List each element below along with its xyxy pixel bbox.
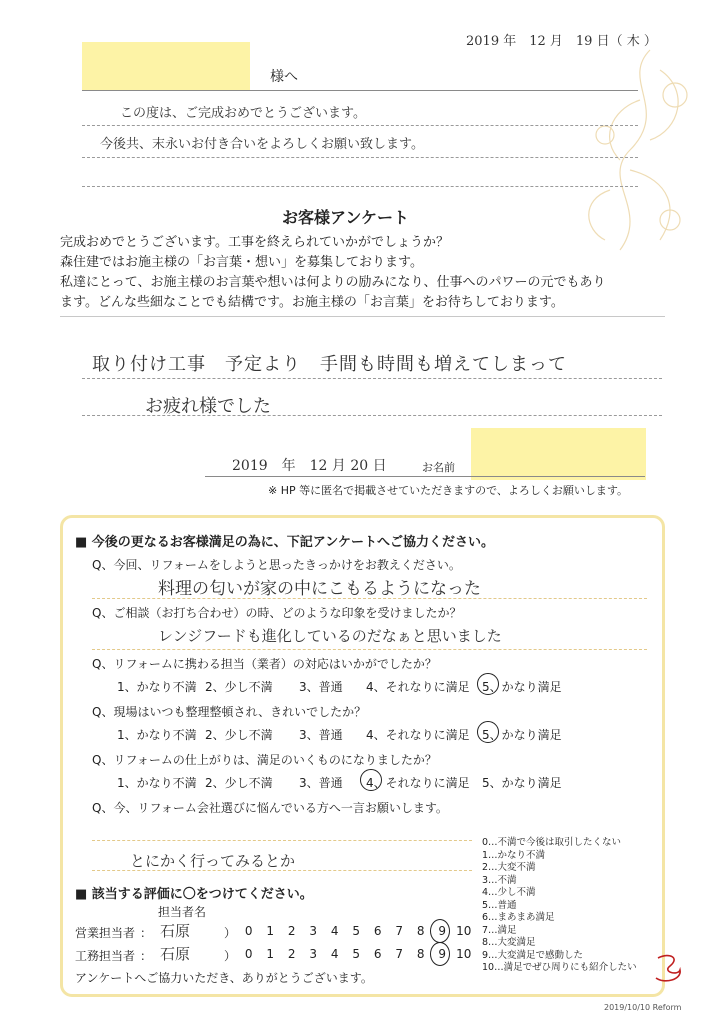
- bracket: ）: [224, 949, 237, 963]
- rating-9[interactable]: 9: [438, 924, 447, 938]
- thanks-text: アンケートへご協力いただき、ありがとうございます。: [75, 971, 373, 985]
- legend-item: 8…大変満足: [482, 937, 536, 948]
- colon: ：: [140, 949, 153, 963]
- q5-option-3[interactable]: 3、普通: [299, 776, 343, 790]
- q5-option-2[interactable]: 2、少し不満: [205, 776, 273, 790]
- rating-1[interactable]: 1: [266, 947, 275, 961]
- staff-role-construction: 工務担当者: [75, 949, 136, 963]
- legend-item: 6…まあまあ満足: [482, 912, 555, 923]
- rating-2[interactable]: 2: [287, 924, 296, 938]
- staff-name-construction: 石原: [160, 945, 191, 963]
- intro-line: 完成おめでとうございます。工事を終えられていかがでしょうか？: [60, 235, 449, 250]
- legend-item: 10…満足でぜひ周りにも紹介したい: [482, 962, 637, 973]
- question-2: Q、ご相談（お打ち合わせ）の時、どのような印象を受けましたか？: [92, 606, 462, 620]
- answer-6: とにかく行ってみるとか: [130, 852, 296, 870]
- legend-item: 9…大変満足で感動した: [482, 949, 584, 961]
- rating-9[interactable]: 9: [438, 947, 447, 961]
- question-1: Q、今回、リフォームをしようと思ったきっかけをお教えください。: [92, 558, 461, 572]
- q5-option-5[interactable]: 5、かなり満足: [482, 776, 562, 790]
- comment-line-2: お疲れ様でした: [145, 396, 271, 417]
- q5-option-1[interactable]: 1、かなり不満: [117, 776, 197, 790]
- q5-option-4[interactable]: 4、それなりに満足: [366, 776, 470, 790]
- construction-selected-circle: [430, 942, 450, 966]
- q3-selected-circle: [477, 673, 499, 695]
- staff-header: 担当者名: [158, 905, 207, 919]
- rating-8[interactable]: 8: [416, 947, 425, 961]
- q3-option-1[interactable]: 1、かなり不満: [117, 680, 197, 694]
- answer-2: レンジフードも進化しているのだなぁと思いました: [158, 627, 502, 645]
- q4-option-5[interactable]: 5、かなり満足: [482, 728, 562, 742]
- rating-1[interactable]: 1: [266, 924, 275, 938]
- rating-7[interactable]: 7: [395, 947, 404, 961]
- recipient-suffix: 様へ: [270, 69, 298, 85]
- name-label: お名前: [422, 461, 455, 474]
- q4-option-3[interactable]: 3、普通: [299, 728, 343, 742]
- question-4: Q、現場はいつも整理整頓され、きれいでしたか？: [92, 705, 367, 719]
- q5-selected-circle: [360, 769, 382, 791]
- question-6: Q、今、リフォーム会社選びに悩んでいる方へ一言お願いします。: [92, 801, 448, 815]
- hp-note: ※ HP 等に匿名で掲載させていただきますので、よろしくお願いします。: [268, 484, 629, 497]
- rating-4[interactable]: 4: [330, 947, 339, 961]
- message-line-2: 今後共、末永いお付き合いをよろしくお願い致します。: [100, 137, 424, 152]
- intro-line: 私達にとって、お施主様のお言葉や想いは何よりの励みになり、仕事へのパワーの元でもあり: [60, 275, 606, 290]
- rating-8[interactable]: 8: [416, 924, 425, 938]
- q4-selected-circle: [477, 721, 499, 743]
- legend-item: 3…不満: [482, 874, 517, 886]
- bracket: ）: [224, 926, 237, 940]
- colon: ：: [140, 926, 153, 940]
- q3-option-2[interactable]: 2、少し不満: [205, 680, 273, 694]
- legend-item: 5…普通: [482, 899, 517, 911]
- staff-name-sales: 石原: [160, 922, 191, 940]
- section-2-title: ■ 該当する評価に〇をつけてください。: [75, 887, 313, 902]
- message-line-1: この度は、ご完成おめでとうございます。: [120, 106, 366, 121]
- q3-option-4[interactable]: 4、それなりに満足: [366, 680, 470, 694]
- rating-6[interactable]: 6: [373, 947, 382, 961]
- rating-7[interactable]: 7: [395, 924, 404, 938]
- rating-5[interactable]: 5: [352, 947, 361, 961]
- handwritten-mark-icon: [650, 950, 690, 986]
- sign-date: 2019 年 12 月 20 日: [232, 458, 387, 474]
- rating-0[interactable]: 0: [244, 924, 253, 938]
- q4-option-4[interactable]: 4、それなりに満足: [366, 728, 470, 742]
- legend-item: 4…少し不満: [482, 887, 536, 898]
- sales-selected-circle: [430, 919, 450, 943]
- legend-item: 1…かなり不満: [482, 849, 546, 861]
- intro-line: ます。どんな些細なことでも結構です。お施主様の「お言葉」をお待ちしております。: [60, 295, 564, 310]
- rating-2[interactable]: 2: [287, 947, 296, 961]
- rating-legend: [482, 837, 637, 975]
- intro-line: 森住建ではお施主様の「お言葉・想い」を募集しております。: [60, 255, 423, 270]
- q4-option-2[interactable]: 2、少し不満: [205, 728, 273, 742]
- rating-10[interactable]: 10: [456, 947, 472, 961]
- rating-10[interactable]: 10: [456, 924, 472, 938]
- comment-line-1: 取り付け工事 予定より 手間も時間も増えてしまって: [92, 354, 567, 375]
- rating-0[interactable]: 0: [244, 947, 253, 961]
- floral-ornament-icon: [500, 40, 700, 260]
- question-5: Q、リフォームの仕上がりは、満足のいくものになりましたか？: [92, 753, 437, 767]
- answer-1: 料理の匂いが家の中にこもるようになった: [158, 579, 481, 599]
- letter-date: 2019 年 12 月 19 日（ 木 ）: [466, 34, 657, 49]
- q4-option-1[interactable]: 1、かなり不満: [117, 728, 197, 742]
- question-3: Q、リフォームに携わる担当（業者）の対応はいかがでしたか？: [92, 657, 437, 671]
- legend-item: 0…不満で今後は取引したくない: [482, 837, 622, 848]
- section-1-title: ■ 今後の更なるお客様満足の為に、下記アンケートへご協力ください。: [75, 535, 495, 550]
- rating-4[interactable]: 4: [330, 924, 339, 938]
- staff-role-sales: 営業担当者: [75, 926, 136, 940]
- customer-name-redacted: [471, 428, 646, 480]
- rating-3[interactable]: 3: [309, 947, 318, 961]
- legend-item: 7…満足: [482, 924, 517, 936]
- rating-6[interactable]: 6: [373, 924, 382, 938]
- recipient-name-redacted: [82, 42, 250, 90]
- rating-3[interactable]: 3: [309, 924, 318, 938]
- survey-title: お客様アンケート: [282, 208, 410, 227]
- legend-item: 2…大変不満: [482, 862, 536, 873]
- q3-option-3[interactable]: 3、普通: [299, 680, 343, 694]
- q3-option-5[interactable]: 5、かなり満足: [482, 680, 562, 694]
- footer-code: 2019/10/10 Reform: [604, 1003, 682, 1012]
- rating-5[interactable]: 5: [352, 924, 361, 938]
- intro-text: [60, 233, 605, 313]
